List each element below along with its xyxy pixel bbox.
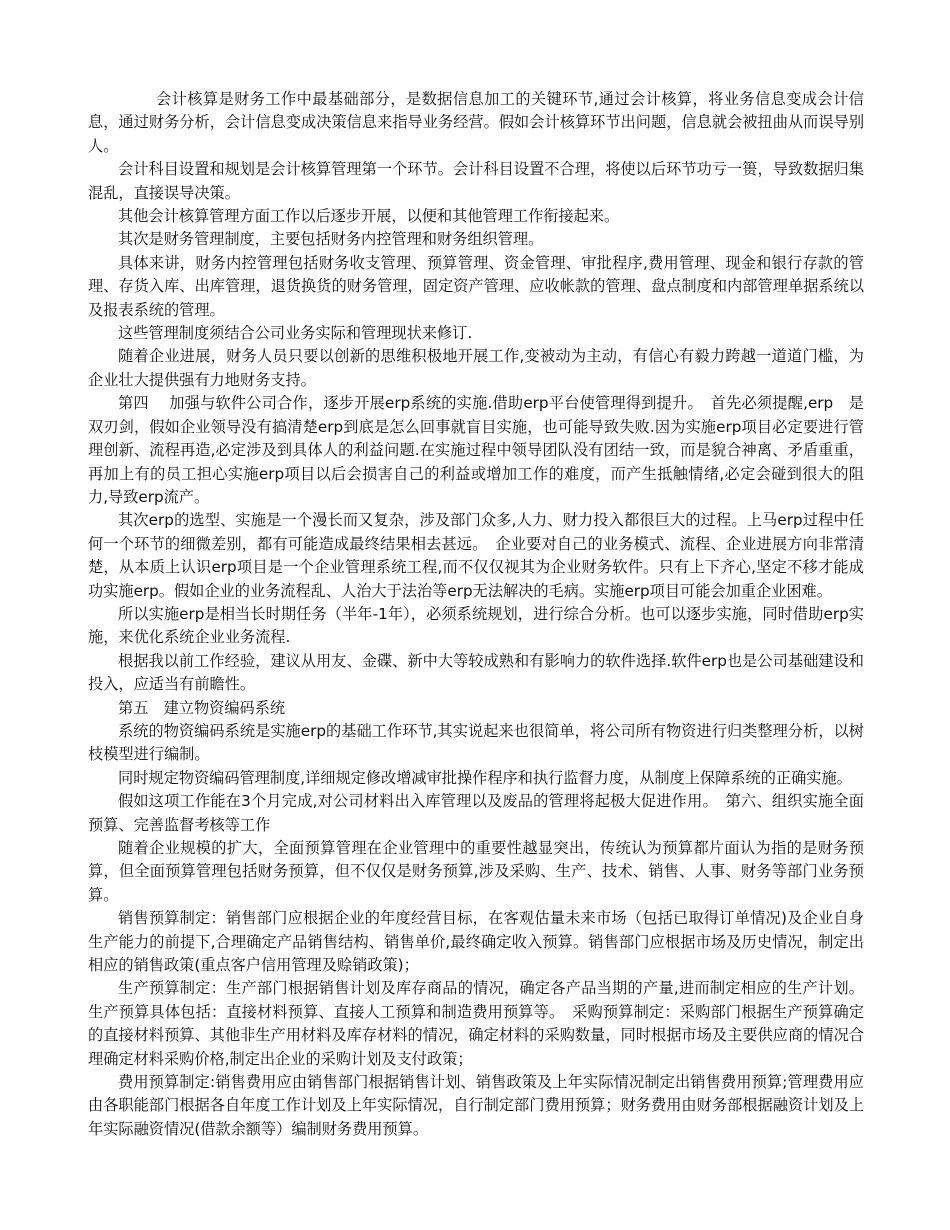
paragraph-material-coding: 系统的物资编码系统是实施erp的基础工作环节,其实说起来也很简单，将公司所有物资进行归类整理分析，以树枝模型进行编制。 [88, 721, 864, 764]
paragraph-account-subjects: 会计科目设置和规划是会计核算管理第一个环节。会计科目设置不合理，将使以后环节功亏一篑，导致数据归集混乱，直接误导决策。 [88, 160, 864, 202]
paragraph-section-four-erp: 第四 加强与软件公司合作，逐步开展erp系统的实施.借助erp平台使管理得到提升。 首先必须提醒,erp 是双刃剑，假如企业领导没有搞清楚erp到底是怎么回事就盲目实施，也可能导致失败.因为实施erp项目必定要进行管理创新、流程再造,必定涉及到具体人的利益问题.在实施过程中领导团队没有团结一致，而是貌合神离、矛盾重重，再加上有的员工担心实施erp项目以后会损害自己的利益或增加工作的难度，而产生抵触情绪,必定会碰到很大的阻力,导致erp流产。 [88, 394, 864, 506]
paragraph-software-choice: 根据我以前工作经验，建议从用友、金碟、新中大等较成熟和有影响力的软件选择.软件erp也是公司基础建设和投入，应适当有前瞻性。 [88, 651, 864, 694]
paragraph-section-five-heading: 第五 建立物资编码系统 [118, 698, 286, 717]
paragraph-erp-long-term: 所以实施erp是相当长时期任务（半年-1年），必须系统规划，进行综合分析。也可以逐步实施，同时借助erp实施，来优化系统企业业务流程. [88, 604, 864, 647]
paragraph-revise-system: 这些管理制度须结合公司业务实际和管理现状来修订. [118, 324, 473, 343]
paragraph-production-budget: 生产预算制定：生产部门根据销售计划及库存商品的情况，确定各产品当期的产量,进而制定相应的生产计划。生产预算具体包括：直接材料预算、直接人工预算和制造费用预算等。 采购预算制定：采购部门根据生产预算确定的直接材料预算、其他非生产用材料及库存材料的情况，确定材料的采购数量，同时根据市场及主要供应商的情况合理确定材料采购价格,制定出企业的采购计划及支付政策； [88, 979, 864, 1068]
paragraph-internal-control: 具体来讲，财务内控管理包括财务收支管理、预算管理、资金管理、审批程序,费用管理、现金和银行存款的管理、存货入库、出库管理，退货换货的财务管理，固定资产管理、应收帐款的管理、盘点制度和内部管理单据系统以及报表系统的管理。 [88, 253, 864, 319]
paragraph-coding-rules: 同时规定物资编码管理制度,详细规定修改增减审批操作程序和执行监督力度，从制度上保障系统的正确实施。 [118, 768, 852, 787]
paragraph-section-six: 假如这项工作能在3个月完成,对公司材料出入库管理以及废品的管理将起极大促进作用。 第六、组织实施全面预算、完善监督考核等工作 [88, 792, 864, 834]
document-page [88, 88, 864, 1141]
paragraph-sales-budget: 销售预算制定：销售部门应根据企业的年度经营目标，在客观估量未来市场（包括已取得订单情况)及企业自身生产能力的前提下,合理确定产品销售结构、销售单价,最终确定收入预算。销售部门应根据市场及历史情况，制定出相应的销售政策(重点客户信用管理及赊销政策)； [88, 909, 864, 975]
paragraph-innovation: 随着企业进展，财务人员只要以创新的思维积极地开展工作,变被动为主动，有信心有毅力跨越一道道门槛，为企业壮大提供强有力地财务支持。 [88, 347, 864, 389]
paragraph-expense-budget: 费用预算制定:销售费用应由销售部门根据销售计划、销售政策及上年实际情况制定出销售费用预算;管理费用应由各职能部门根据各自年度工作计划及上年实际情况，自行制定部门费用预算；财务费用由财务部根据融资计划及上年实际融资情况(借款余额等）编制财务费用预算。 [88, 1073, 864, 1138]
paragraph-budget-importance: 随着企业规模的扩大，全面预算管理在企业管理中的重要性越显突出，传统认为预算都片面认为指的是财务预算，但全面预算管理包括财务预算，但不仅仅是财务预算,涉及采购、生产、技术、销售、人事、财务等部门业务预算。 [88, 839, 864, 904]
paragraph-erp-selection: 其次erp的选型、实施是一个漫长而又复杂，涉及部门众多,人力、财力投入都很巨大的过程。上马erp过程中任何一个环节的细微差别，都有可能造成最终结果相去甚远。 企业要对自己的业务模式、流程、企业进展方向非常清楚，从本质上认识erp项目是一个企业管理系统工程,而不仅仅视其为企业财务软件。只有上下齐心,坚定不移才能成功实施erp。假如企业的业务流程乱、人治大于法治等erp无法解决的毛病。实施erp项目可能会加重企业困难。 [88, 511, 864, 600]
paragraph-accounting-core: 会计核算是财务工作中最基础部分，是数据信息加工的关键环节,通过会计核算，将业务信息变成会计信息，通过财务分析，会计信息变成决策信息来指导业务经营。假如会计核算环节出问题，信息就会被扭曲从而误导别人。 [88, 90, 864, 155]
paragraph-other-accounting: 其他会计核算管理方面工作以后逐步开展，以便和其他管理工作衔接起来。 [118, 207, 620, 226]
paragraph-financial-system: 其次是财务管理制度，主要包括财务内控管理和财务组织管理。 [118, 230, 544, 249]
